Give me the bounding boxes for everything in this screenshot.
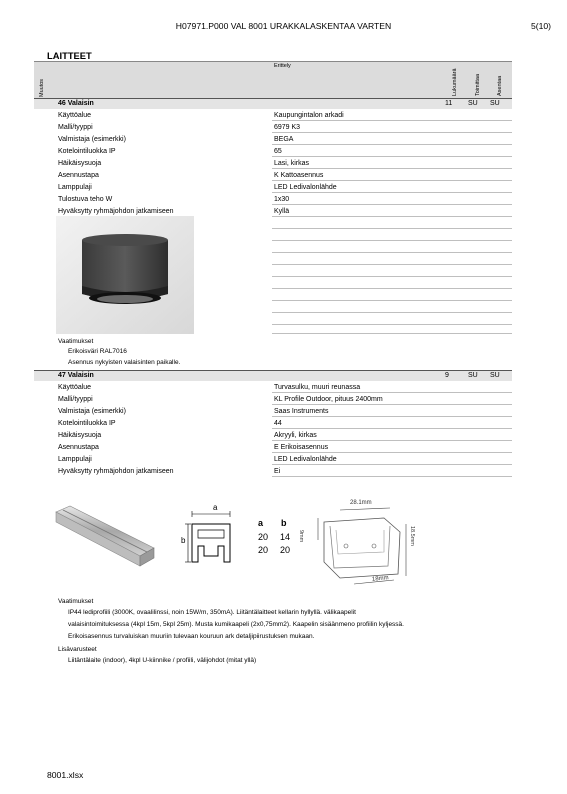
prop-value: BEGA <box>274 136 294 143</box>
row-divider <box>272 216 512 217</box>
row-divider <box>272 440 512 441</box>
prop-value: Akryyli, kirkas <box>274 432 317 439</box>
prop-value: LED Ledivalonlähde <box>274 456 337 463</box>
prop-value: E Erikoisasennus <box>274 444 329 451</box>
prop-label: Tulostuva teho W <box>58 196 113 203</box>
row-divider <box>272 300 512 301</box>
prop-value: 44 <box>274 420 282 427</box>
row-divider <box>272 392 512 393</box>
prop-value: Kaupungintalon arkadi <box>274 112 344 119</box>
row-divider <box>272 452 512 453</box>
bracket-dimension-drawing <box>310 496 414 588</box>
prop-label: Lamppulaji <box>58 456 92 463</box>
prop-value: 65 <box>274 148 282 155</box>
prop-label: Asennustapa <box>58 444 99 451</box>
profile-dim-a: a <box>213 503 218 512</box>
prop-value: Lasi, kirkas <box>274 160 310 167</box>
bracket-dim-top: 28.1mm <box>350 500 372 506</box>
item-asentaa: SU <box>490 100 500 107</box>
dim-header-b: b <box>281 518 287 528</box>
page-number: 5(10) <box>530 21 551 31</box>
document-title: H07971.P000 VAL 8001 URAKKALASKENTAA VARTEN <box>175 21 392 31</box>
dim-cell: 20 <box>280 545 291 555</box>
product-photo-led-profile <box>54 502 156 570</box>
prop-value: LED Ledivalonlähde <box>274 184 337 191</box>
dim-cell: 20 <box>258 532 269 542</box>
row-divider <box>272 204 512 205</box>
dim-cell: 20 <box>258 545 269 555</box>
requirements-label: Vaatimukset <box>58 338 94 345</box>
section-title: LAITTEET <box>47 50 92 61</box>
prop-label: Valmistaja (esimerkki) <box>58 136 126 143</box>
row-divider <box>272 168 512 169</box>
row-divider <box>272 312 512 313</box>
prop-label: Kotelointiluokka IP <box>58 148 116 155</box>
prop-value: Saas Instruments <box>274 408 329 415</box>
prop-label: Käyttöalue <box>58 384 92 391</box>
product-photo-downlight <box>56 216 194 334</box>
row-divider <box>272 416 512 417</box>
prop-value: 6979 K3 <box>274 124 301 131</box>
column-header <box>34 61 512 98</box>
prop-value: Kyllä <box>274 208 290 215</box>
row-divider <box>272 288 512 289</box>
prop-label: Valmistaja (esimerkki) <box>58 408 126 415</box>
prop-label: Häikäisysuoja <box>58 432 102 439</box>
row-divider <box>272 264 512 265</box>
prop-label: Käyttöalue <box>58 112 92 119</box>
profile-dim-b: b <box>181 536 186 545</box>
bracket-dim-right: 18.5mm <box>409 526 415 546</box>
column-toimittaa: Toimittaa <box>475 73 481 96</box>
column-erittely: Erittely <box>274 63 291 69</box>
prop-label: Malli/tyyppi <box>58 396 93 403</box>
dim-cell: 14 <box>280 532 291 542</box>
footer-filename: 8001.xlsx <box>47 770 84 780</box>
row-divider <box>272 276 512 277</box>
prop-label: Hyväksytty ryhmäjohdon jatkamiseen <box>58 468 174 475</box>
prop-label: Malli/tyyppi <box>58 124 93 131</box>
row-divider <box>272 228 512 229</box>
requirement-line: Asennus nykyisten valaisinten paikalle. <box>68 359 181 366</box>
requirement-line: Erikoisväri RAL7016 <box>68 348 127 355</box>
item-header <box>34 98 512 109</box>
prop-value: Turvasulku, muuri reunassa <box>274 384 361 391</box>
item-asentaa: SU <box>490 372 500 379</box>
requirement-line: Erikoisasennus turvaluiskan muuriin tulevaan kouruun ark detaljipiirustuksen mukaan. <box>68 633 315 640</box>
item-name: 46 Valaisin <box>58 100 94 107</box>
prop-label: Kotelointiluokka IP <box>58 420 116 427</box>
row-divider <box>272 132 512 133</box>
prop-value: 1x30 <box>274 196 290 203</box>
dim-header-a: a <box>258 518 264 528</box>
row-divider <box>272 324 512 325</box>
item-toimittaa: SU <box>468 100 478 107</box>
row-divider <box>272 464 512 465</box>
column-muutos: Muutos <box>39 78 45 97</box>
column-asentaa: Asentaa <box>497 75 503 96</box>
column-lukumaara: Lukumäärä <box>452 68 458 96</box>
row-divider <box>272 404 512 405</box>
row-divider <box>272 144 512 145</box>
item-count: 9 <box>445 372 449 379</box>
row-divider <box>272 252 512 253</box>
prop-label: Hyväksytty ryhmäjohdon jatkamiseen <box>58 208 174 215</box>
row-divider <box>272 192 512 193</box>
requirement-line: IP44 lediprofiili (3000K, ovaalilinssi, noin 15W/m, 350mA). Liitäntälaitteet kellarin hyllyllä. välikaapelit <box>68 609 356 616</box>
prop-label: Lamppulaji <box>58 184 92 191</box>
row-divider <box>272 180 512 181</box>
prop-label: Asennustapa <box>58 172 99 179</box>
requirement-line: valaisintoimituksessa (4kpl 15m, 5kpl 25m). Musta kumikaapeli (2x0,75mm2). Kaapelin sisäänmeno profiilin kyljessä. <box>68 621 404 628</box>
row-divider <box>272 476 512 477</box>
row-divider <box>272 428 512 429</box>
row-divider <box>272 120 512 121</box>
prop-label: Häikäisysuoja <box>58 160 102 167</box>
prop-value: Ei <box>274 468 281 475</box>
row-divider <box>272 240 512 241</box>
requirements-label: Vaatimukset <box>58 598 94 605</box>
row-divider <box>272 156 512 157</box>
extras-line: Liitäntälaite (indoor), 4kpl U-kiinnike / profiili, välijohdot (mitat yllä) <box>68 657 257 664</box>
bracket-dim-bottom: 18mm <box>371 575 389 583</box>
item-count: 11 <box>445 100 453 107</box>
prop-value: K Kattoasennus <box>274 172 324 179</box>
item-name: 47 Valaisin <box>58 372 94 379</box>
extras-label: Lisävarusteet <box>58 646 97 653</box>
prop-value: KL Profile Outdoor, pituus 2400mm <box>274 396 383 403</box>
profile-section-drawing <box>178 504 248 574</box>
bracket-dim-left: 9mm <box>298 530 304 543</box>
item-header <box>34 370 512 381</box>
item-toimittaa: SU <box>468 372 478 379</box>
row-divider <box>272 333 512 334</box>
